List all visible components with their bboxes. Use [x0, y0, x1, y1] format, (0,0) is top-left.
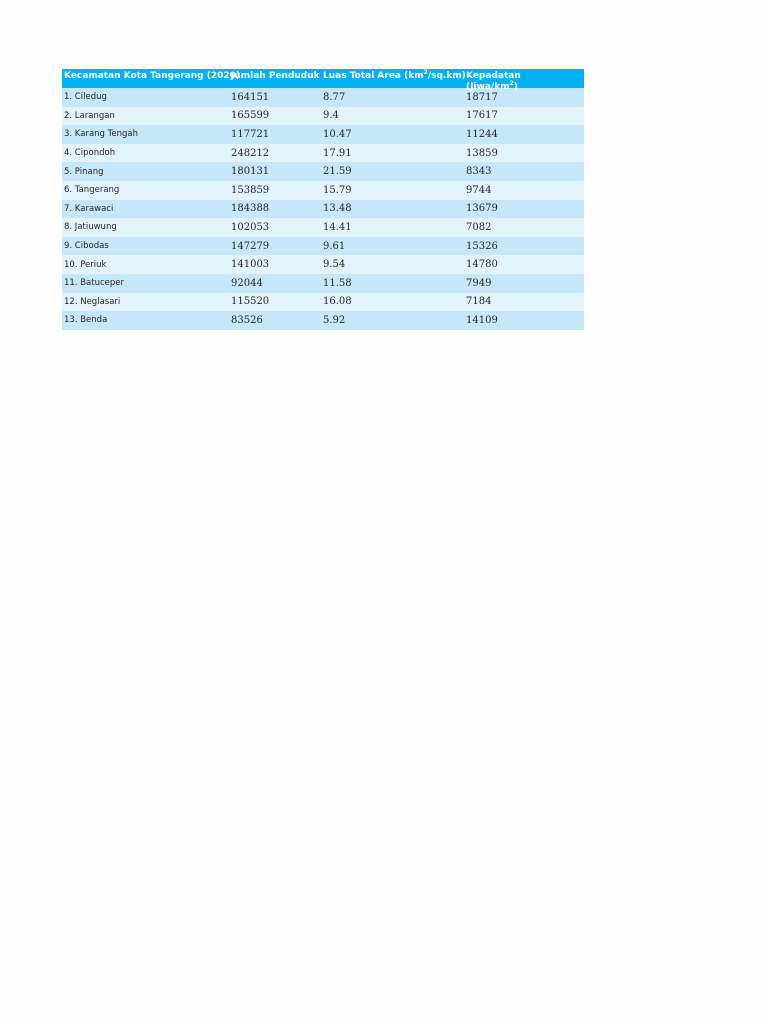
table-body — [62, 88, 584, 330]
cell-kepadatan: 14780 — [466, 259, 498, 271]
cell-kecamatan: 1. Ciledug — [64, 92, 107, 103]
cell-kecamatan: 10. Periuk — [64, 259, 107, 270]
cell-luas-area: 17.91 — [323, 147, 352, 159]
cell-jumlah-penduduk: 180131 — [231, 166, 270, 178]
cell-jumlah-penduduk: 102053 — [231, 221, 270, 233]
cell-jumlah-penduduk: 147279 — [231, 240, 270, 252]
header-kepadatan-line1: Kepadatan — [466, 71, 521, 81]
cell-kepadatan: 18717 — [466, 91, 498, 103]
table-row — [62, 125, 584, 144]
cell-jumlah-penduduk: 141003 — [231, 259, 270, 271]
cell-kecamatan: 4. Cipondoh — [64, 148, 116, 159]
table-row — [62, 107, 584, 126]
cell-jumlah-penduduk: 184388 — [231, 203, 270, 215]
cell-luas-area: 15.79 — [323, 184, 352, 196]
cell-luas-area: 21.59 — [323, 166, 352, 178]
table-row — [62, 144, 584, 163]
cell-jumlah-penduduk: 115520 — [231, 296, 270, 308]
cell-luas-area: 10.47 — [323, 128, 352, 140]
cell-kepadatan: 9744 — [466, 184, 492, 196]
header-kepadatan-line2: $(Jiwa/km^2)$ — [466, 80, 518, 92]
cell-kepadatan: 13859 — [466, 147, 498, 159]
cell-luas-area: 5.92 — [323, 314, 346, 326]
table-row — [62, 255, 584, 274]
table-header — [62, 69, 584, 92]
table-row — [62, 200, 584, 219]
cell-jumlah-penduduk: 248212 — [231, 147, 270, 159]
cell-luas-area: 9.4 — [323, 110, 339, 122]
cell-jumlah-penduduk: 83526 — [231, 314, 263, 326]
cell-jumlah-penduduk: 117721 — [231, 128, 270, 140]
table-row — [62, 311, 584, 330]
cell-luas-area: 13.48 — [323, 203, 352, 215]
cell-kecamatan: 11. Batuceper — [64, 278, 125, 289]
header-kecamatan: Kecamatan Kota Tangerang (2020) — [64, 71, 240, 81]
cell-jumlah-penduduk: 165599 — [231, 110, 270, 122]
table-row — [62, 293, 584, 312]
cell-luas-area: 9.54 — [323, 259, 346, 271]
cell-kecamatan: 6. Tangerang — [64, 185, 120, 196]
header-kepadatan — [464, 69, 584, 92]
cell-kepadatan: 7184 — [466, 296, 492, 308]
table-row — [62, 181, 584, 200]
cell-luas-area: 8.77 — [323, 91, 346, 103]
header-row — [62, 69, 584, 88]
cell-kecamatan: 8. Jatiuwung — [64, 222, 117, 233]
cell-kecamatan: 9. Cibodas — [64, 241, 109, 252]
cell-kecamatan: 3. Karang Tengah — [64, 129, 138, 140]
cell-luas-area: 14.41 — [323, 221, 352, 233]
table-row — [62, 237, 584, 256]
cell-kepadatan: 13679 — [466, 203, 498, 215]
cell-kepadatan: 11244 — [466, 128, 498, 140]
cell-kepadatan: 15326 — [466, 240, 498, 252]
cell-luas-area: 9.61 — [323, 240, 346, 252]
cell-jumlah-penduduk: 164151 — [231, 91, 270, 103]
cell-kepadatan: 17617 — [466, 110, 498, 122]
cell-kecamatan: 5. Pinang — [64, 166, 104, 177]
table-row — [62, 274, 584, 293]
cell-kepadatan: 14109 — [466, 314, 498, 326]
table-row — [62, 162, 584, 181]
header-jumlah-penduduk: Jumlah Penduduk — [231, 71, 320, 81]
header-luas-total-area: Luas Total Area $(km^2/sq.km)$ — [323, 69, 466, 81]
cell-kecamatan: 2. Larangan — [64, 110, 115, 121]
cell-kecamatan: 7. Karawaci — [64, 203, 114, 214]
cell-jumlah-penduduk: 153859 — [231, 184, 270, 196]
cell-luas-area: 11.58 — [323, 277, 352, 289]
cell-kecamatan: 13. Benda — [64, 315, 108, 326]
population-table — [62, 69, 584, 330]
table-row — [62, 218, 584, 237]
cell-kepadatan: 7082 — [466, 221, 492, 233]
cell-kepadatan: 7949 — [466, 277, 492, 289]
cell-luas-area: 16.08 — [323, 296, 352, 308]
cell-kecamatan: 12. Neglasari — [64, 296, 121, 307]
cell-kepadatan: 8343 — [466, 166, 492, 178]
cell-jumlah-penduduk: 92044 — [231, 277, 263, 289]
